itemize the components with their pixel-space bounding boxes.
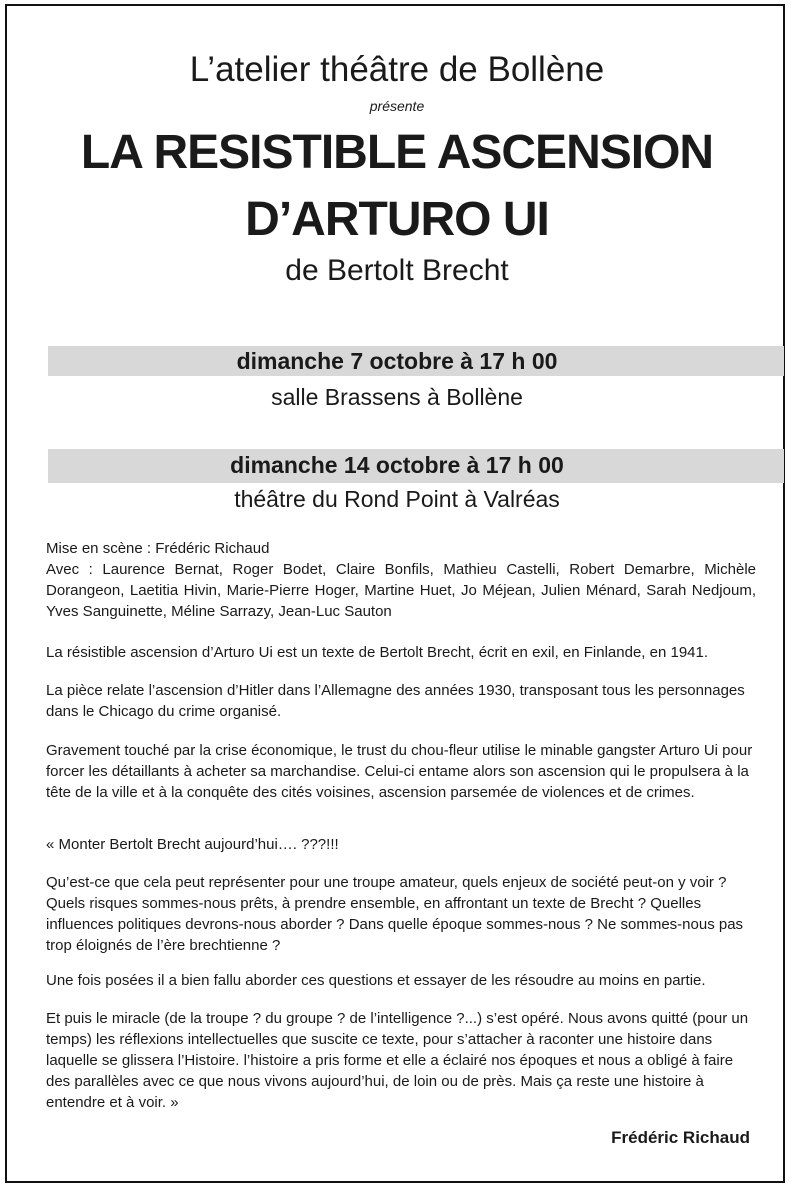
paragraph-exil-text: La résistible ascension d’Arturo Ui est un texte de Bertolt Brecht, écrit en exil, en Finlande, en 1941. [46, 644, 709, 661]
performance-date-2: dimanche 14 octobre à 17 h 00 [230, 452, 564, 478]
paragraph-miracle [46, 1008, 756, 1113]
paragraph-questions-text: Qu’est-ce que cela peut représenter pour une troupe amateur, quels enjeux de société peut-on y voir ? Quels risques sommes-nous prêts, à prendre ensemble, en affrontant un texte de Brecht ? Quelles influences politiques devrons-nous aborder ? Dans quelle époque sommes-nous ? Ne sommes-nous pas trop éloignés de l’ère brechtienne ? [46, 874, 744, 954]
title-line-2: D’ARTURO UI [245, 193, 549, 246]
presents-label: présente [369, 98, 425, 114]
paragraph-miracle-text: Et puis le miracle (de la troupe ? du groupe ? de l’intelligence ?...) s’est opéré. Nous avons quitté (pour un temps) les réflexions intellectuelles que suscite ce texte, pour s’attacher à raconter une histoire dans laquelle se glissera l’Histoire. l’histoire a pris forme et elle a éclairé nos époques et nous a obligé à faire des parallèles avec ce que nous vivons aujourd’hui, de loin ou de près. Mais ça reste une histoire à entendre et à voir. » [46, 1010, 749, 1111]
paragraph-piece-text: La pièce relate l’ascension d’Hitler dans l’Allemagne des années 1930, transposant tous les personnages dans le Chicago du crime organisé. [46, 682, 745, 720]
performance-date-1: dimanche 7 octobre à 17 h 00 [236, 348, 558, 374]
paragraph-gravement [46, 740, 756, 803]
performance-venue-1: salle Brassens à Bollène [271, 384, 523, 410]
title-line-1: LA RESISTIBLE ASCENSION [80, 126, 714, 179]
paragraph-questions [46, 872, 756, 956]
paragraph-quote-text: « Monter Bertolt Brecht aujourd’hui…. ???!!! [46, 836, 339, 853]
director-credit: Mise en scène : Frédéric Richaud [46, 540, 270, 557]
cast-list: Avec : Laurence Bernat, Roger Bodet, Claire Bonfils, Mathieu Castelli, Robert Demarbre, Michèle Dorangeon, Laetitia Hivin, Marie-Pierre Hoger, Martine Huet, Jo Méjean, Julien Ménard, Sarah Nedjoum, Yves Sanguinette, Méline Sarrazy, Jean-Luc Sauton [46, 561, 756, 620]
paragraph-gravement-text: Gravement touché par la crise économique, le trust du chou-fleur utilise le minable gangster Arturo Ui pour forcer les détaillants à acheter sa marchandise. Celui-ci entame alors son ascension qui le propulsera à la tête de la ville et à la conquête des cités voisines, ascension parsemée de violences et de crimes. [46, 742, 753, 801]
credits [46, 538, 756, 622]
paragraph-fois [46, 970, 756, 991]
organizer: L’atelier théâtre de Bollène [189, 50, 605, 89]
signature: Frédéric Richaud [611, 1128, 750, 1147]
paragraph-piece [46, 680, 756, 722]
author: de Bertolt Brecht [285, 254, 509, 287]
paragraph-exil [46, 642, 756, 663]
paragraph-quote [46, 834, 756, 855]
performance-venue-2: théâtre du Rond Point à Valréas [234, 486, 560, 512]
paragraph-fois-text: Une fois posées il a bien fallu aborder ces questions et essayer de les résoudre au moins en partie. [46, 972, 706, 989]
